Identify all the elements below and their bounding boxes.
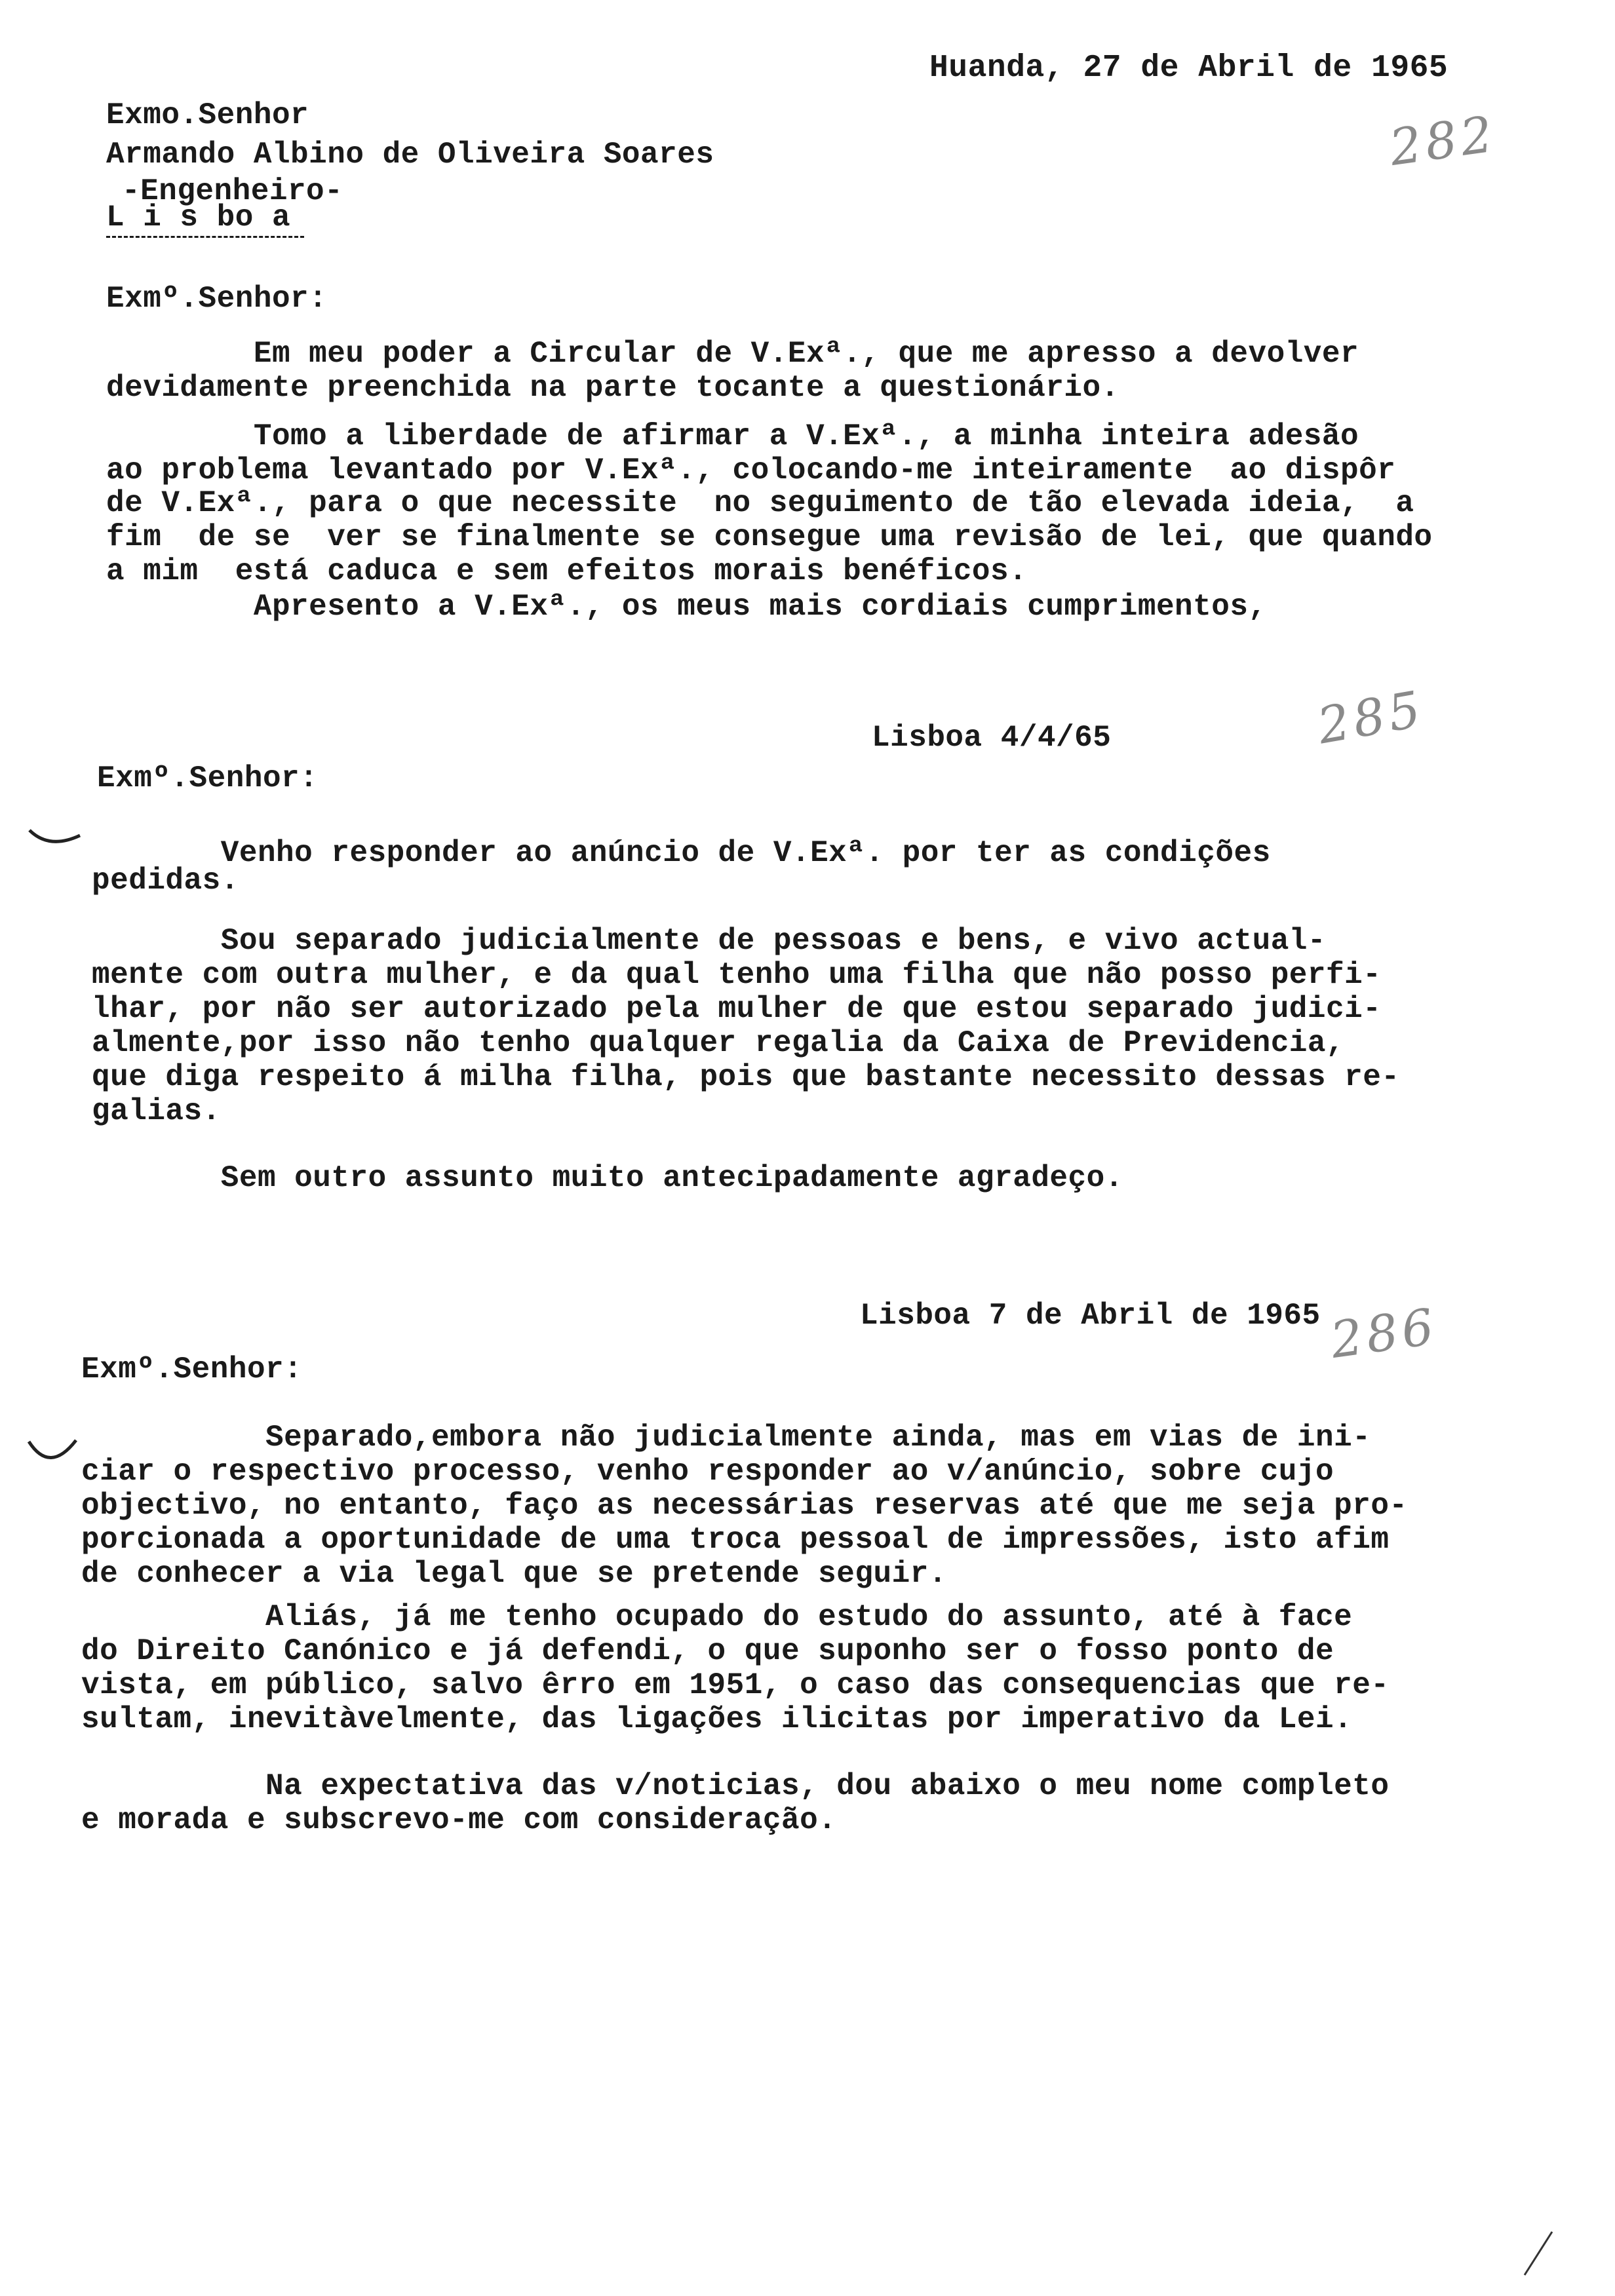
letter3-salutation: Exmº.Senhor: (81, 1352, 303, 1387)
letter3-body-line: sultam, inevitàvelmente, das ligações ilicitas por imperativo da Lei. (81, 1702, 1353, 1736)
letter1-body-line: Em meu poder a Circular de V.Exª., que me apresso a devolver (106, 337, 1359, 371)
letter1-address-underline (106, 236, 304, 238)
letter1-body-line: Apresento a V.Exª., os meus mais cordiais cumprimentos, (106, 590, 1267, 624)
pencil-stroke-mark (1519, 2228, 1559, 2280)
letter1-body-line: a mim está caduca e sem efeitos morais benéficos. (106, 554, 1028, 588)
letter1-address-line1: Exmo.Senhor (106, 98, 309, 132)
letter2-pencil-number: 285 (1313, 679, 1429, 756)
letter2-body-line: almente,por isso não tenho qualquer regalia da Caixa de Previdencia, (92, 1026, 1345, 1060)
letter1-salutation: Exmº.Senhor: (106, 282, 328, 316)
letter1-body-line: de V.Exª., para o que necessite no seguimento de tão elevada ideia, a (106, 486, 1414, 520)
letter2-body-line: mente com outra mulher, e da qual tenho uma filha que não posso perfi- (92, 958, 1382, 992)
letter3-body-line: do Direito Canónico e já defendi, o que suponho ser o fosso ponto de (81, 1634, 1334, 1668)
letter3-body-line: porcionada a oportunidade de uma troca pessoal de impressões, isto afim (81, 1523, 1390, 1557)
letter2-body-line: Sou separado judicialmente de pessoas e bens, e vivo actual- (92, 924, 1327, 958)
letter3-body-line: vista, em público, salvo êrro em 1951, o caso das consequencias que re- (81, 1668, 1390, 1702)
letter1-body-line: ao problema levantado por V.Exª., colocando-me inteiramente ao dispôr (106, 453, 1396, 488)
letter1-pencil-number: 282 (1386, 104, 1500, 177)
letter3-body-line: Na expectativa das v/noticias, dou abaixo o meu nome completo (81, 1769, 1390, 1803)
pencil-tick-mark (26, 822, 85, 855)
letter3-pencil-number: 286 (1327, 1297, 1441, 1369)
letter3-body-line: e morada e subscrevo-me com consideração. (81, 1803, 837, 1837)
letter1-address-line2: Armando Albino de Oliveira Soares (106, 138, 714, 172)
letter3-date: Lisboa 7 de Abril de 1965 (860, 1299, 1321, 1333)
letter2-body-line: pedidas. (92, 864, 239, 898)
letter3-body-line: de conhecer a via legal que se pretende seguir. (81, 1557, 947, 1591)
letter1-body-line: fim de se ver se finalmente se consegue uma revisão de lei, que quando (106, 520, 1433, 554)
letter2-body-line: Venho responder ao anúncio de V.Exª. por ter as condições (92, 836, 1271, 870)
letter2-body-line: galias. (92, 1094, 221, 1128)
letter2-salutation: Exmº.Senhor: (97, 761, 319, 795)
letter1-body-line: Tomo a liberdade de afirmar a V.Exª., a minha inteira adesão (106, 419, 1359, 453)
letter3-body-line: ciar o respectivo processo, venho responder ao v/anúncio, sobre cujo (81, 1455, 1334, 1489)
letter1-body-line: devidamente preenchida na parte tocante a questionário. (106, 371, 1119, 405)
pencil-tick-mark (24, 1435, 83, 1481)
letter2-date: Lisboa 4/4/65 (872, 721, 1112, 755)
letter2-body-line: lhar, por não ser autorizado pela mulher de que estou separado judici- (92, 992, 1382, 1026)
letter1-address-line3: -Engenheiro- (122, 174, 343, 208)
letter1-address-line4: L i s bo a (106, 201, 291, 235)
letter2-body-line: Sem outro assunto muito antecipadamente agradeço. (92, 1161, 1123, 1195)
letter3-body-line: Aliás, já me tenho ocupado do estudo do assunto, até à face (81, 1600, 1353, 1634)
letter1-date: Huanda, 27 de Abril de 1965 (929, 50, 1449, 86)
letter3-body-line: objectivo, no entanto, faço as necessárias reservas até que me seja pro- (81, 1489, 1408, 1523)
letter3-body-line: Separado,embora não judicialmente ainda, mas em vias de ini- (81, 1421, 1371, 1455)
letter2-body-line: que diga respeito á milha filha, pois que bastante necessito dessas re- (92, 1060, 1400, 1094)
